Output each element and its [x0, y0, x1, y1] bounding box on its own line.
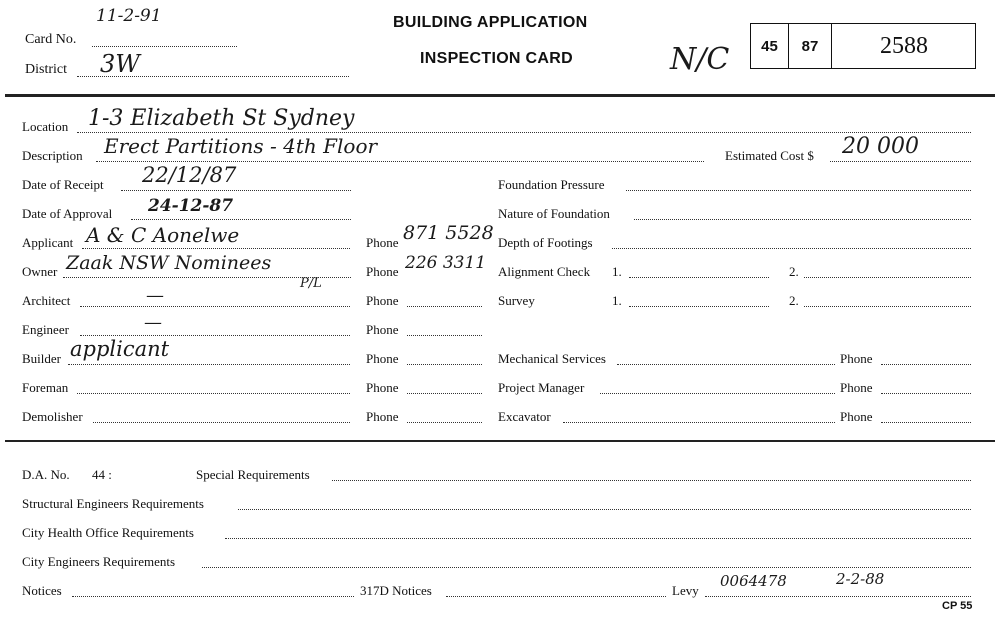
structural-engineers-line	[238, 509, 971, 510]
notices-317d-line	[446, 596, 666, 597]
estimated-cost-line	[830, 161, 971, 162]
foreman-phone-line	[407, 393, 482, 394]
city-engineers-line	[202, 567, 971, 568]
mechanical-services-line	[617, 364, 835, 365]
owner-phone-value: 226 3311	[405, 253, 487, 273]
excavator-phone-line	[881, 422, 971, 423]
levy-number-handwritten: 0064478	[720, 572, 787, 590]
demolisher-phone-label: Phone	[366, 409, 399, 424]
date-of-receipt-label: Date of Receipt	[22, 177, 104, 192]
location-line	[77, 132, 971, 133]
ref-box-cell-b: 87	[789, 24, 832, 68]
levy-line	[705, 596, 971, 597]
date-of-receipt-value: 22/12/87	[142, 163, 237, 187]
mechanical-services-phone-label: Phone	[840, 351, 873, 366]
project-manager-phone-line	[881, 393, 971, 394]
engineer-value: —	[144, 312, 162, 333]
structural-engineers-label: Structural Engineers Requirements	[22, 496, 204, 511]
notices-line	[72, 596, 354, 597]
special-requirements-line	[332, 480, 971, 481]
excavator-phone-label: Phone	[840, 409, 873, 424]
notices-317d-label: 317D Notices	[360, 583, 432, 598]
description-label: Description	[22, 148, 83, 163]
special-requirements-label: Special Requirements	[196, 467, 310, 482]
estimated-cost-value: 20 000	[842, 134, 919, 159]
da-no-value: 44 :	[92, 467, 112, 482]
demolisher-phone-line	[407, 422, 482, 423]
survey-2-label: 2.	[789, 293, 799, 308]
foreman-label: Foreman	[22, 380, 69, 395]
description-value: Erect Partitions - 4th Floor	[104, 134, 378, 158]
reference-number-box	[750, 23, 976, 69]
builder-phone-line	[407, 364, 482, 365]
architect-value: —	[146, 285, 164, 306]
foundation-pressure-line	[626, 190, 971, 191]
form-code: CP 55	[942, 600, 973, 612]
survey-1-label: 1.	[612, 293, 622, 308]
form-title-line1: BUILDING APPLICATION	[393, 14, 588, 31]
description-line	[96, 161, 704, 162]
date-of-approval-line	[131, 219, 351, 220]
project-manager-phone-label: Phone	[840, 380, 873, 395]
city-health-office-line	[225, 538, 971, 539]
card-date-handwritten: 11-2-91	[96, 6, 162, 26]
applicant-label: Applicant	[22, 235, 74, 250]
ref-box-number: 2588	[880, 32, 928, 59]
applicant-phone-label: Phone	[366, 235, 399, 250]
card-no-line	[92, 46, 237, 47]
engineer-line	[80, 335, 350, 336]
applicant-line	[82, 248, 350, 249]
date-of-approval-value: 24-12-87	[148, 196, 234, 216]
alignment-check-2-line	[804, 277, 971, 278]
alignment-check-1-label: 1.	[612, 264, 622, 279]
architect-line	[80, 306, 350, 307]
form-title-line2: INSPECTION CARD	[420, 50, 573, 67]
foreman-phone-label: Phone	[366, 380, 399, 395]
owner-value: Zaak NSW Nominees	[66, 252, 272, 274]
architect-phone-label: Phone	[366, 293, 399, 308]
date-of-receipt-line	[121, 190, 351, 191]
builder-label: Builder	[22, 351, 61, 366]
owner-value-suffix: P/L	[300, 276, 322, 291]
applicant-value: A & C Aonelwe	[86, 223, 240, 247]
engineer-phone-label: Phone	[366, 322, 399, 337]
city-health-office-label: City Health Office Requirements	[22, 525, 194, 540]
excavator-line	[563, 422, 835, 423]
location-value: 1-3 Elizabeth St Sydney	[88, 106, 355, 131]
district-label: District	[25, 62, 67, 77]
levy-label: Levy	[672, 583, 699, 598]
da-no-label: D.A. No.	[22, 467, 70, 482]
survey-label: Survey	[498, 293, 535, 308]
date-of-approval-label: Date of Approval	[22, 206, 113, 221]
alignment-check-label: Alignment Check	[498, 264, 591, 279]
ref-box-cell-a: 45	[751, 24, 789, 68]
demolisher-line	[93, 422, 350, 423]
demolisher-label: Demolisher	[22, 409, 83, 424]
project-manager-label: Project Manager	[498, 380, 585, 395]
foundation-pressure-label: Foundation Pressure	[498, 177, 605, 192]
mechanical-services-label: Mechanical Services	[498, 351, 606, 366]
nature-of-foundation-label: Nature of Foundation	[498, 206, 610, 221]
notices-label: Notices	[22, 583, 62, 598]
excavator-label: Excavator	[498, 409, 551, 424]
levy-date-handwritten: 2-2-88	[836, 570, 885, 588]
project-manager-line	[600, 393, 835, 394]
builder-phone-label: Phone	[366, 351, 399, 366]
depth-of-footings-label: Depth of Footings	[498, 235, 593, 250]
engineer-label: Engineer	[22, 322, 69, 337]
section-divider	[5, 440, 995, 442]
depth-of-footings-line	[612, 248, 971, 249]
owner-label: Owner	[22, 264, 58, 279]
card-no-label: Card No.	[25, 32, 77, 47]
nature-of-foundation-line	[634, 219, 971, 220]
engineer-phone-line	[407, 335, 482, 336]
survey-1-line	[629, 306, 769, 307]
header-divider	[5, 94, 995, 97]
applicant-phone-value: 871 5528	[403, 222, 494, 244]
nc-mark: N/C	[670, 42, 730, 77]
alignment-check-2-label: 2.	[789, 264, 799, 279]
foreman-line	[77, 393, 350, 394]
survey-2-line	[804, 306, 971, 307]
builder-line	[68, 364, 350, 365]
architect-label: Architect	[22, 293, 71, 308]
alignment-check-1-line	[629, 277, 769, 278]
city-engineers-label: City Engineers Requirements	[22, 554, 176, 569]
architect-phone-line	[407, 306, 482, 307]
mechanical-services-phone-line	[881, 364, 971, 365]
estimated-cost-label: Estimated Cost $	[725, 148, 814, 163]
district-handwritten: 3W	[100, 50, 140, 78]
location-label: Location	[22, 119, 69, 134]
builder-value: applicant	[70, 337, 170, 361]
owner-phone-label: Phone	[366, 264, 399, 279]
